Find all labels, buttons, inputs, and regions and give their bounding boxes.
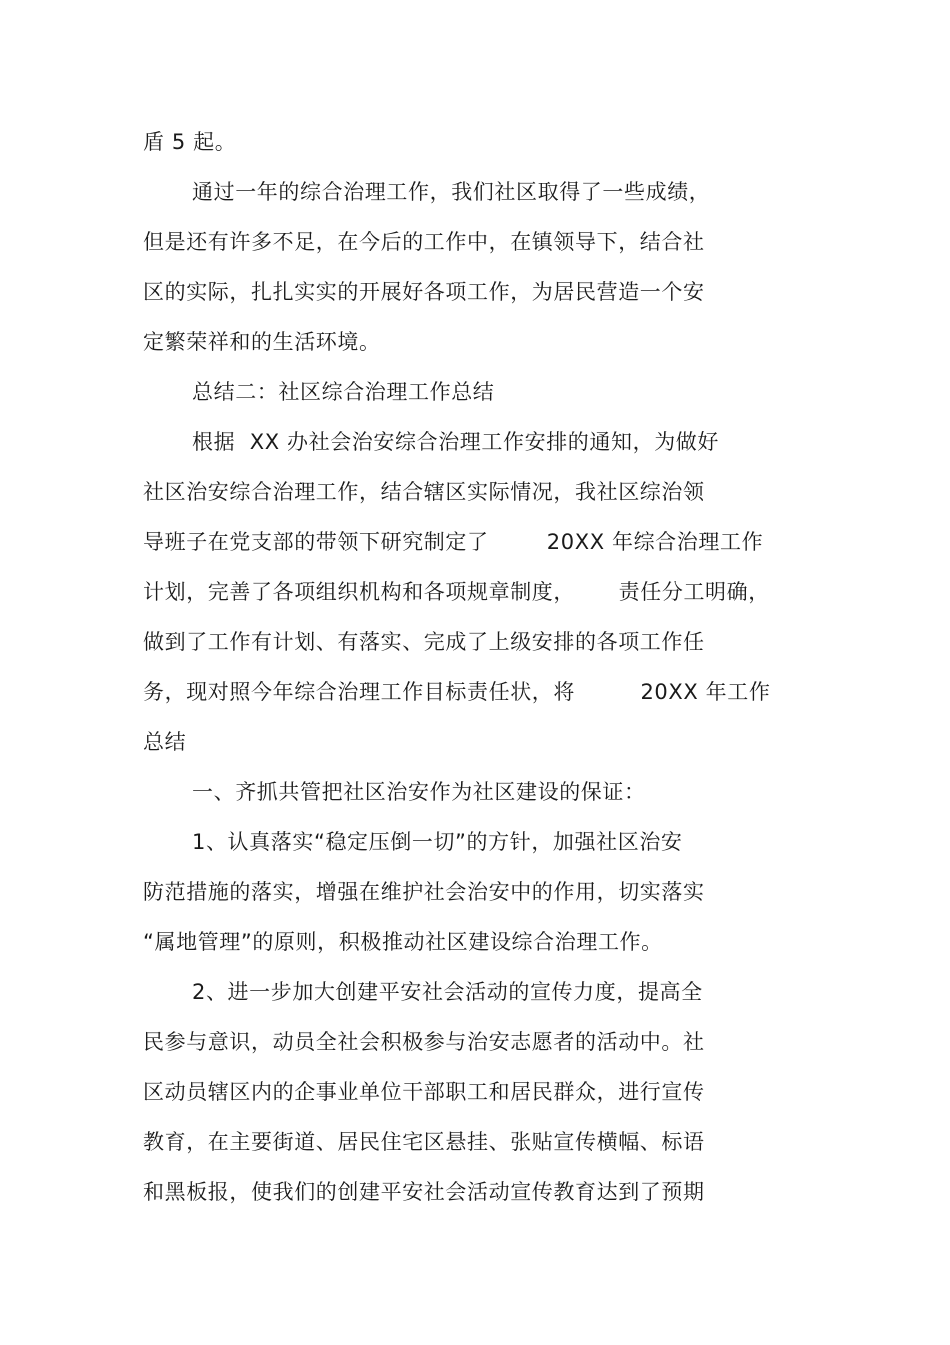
paragraph-first-line: 根据 XX 办社会治安综合治理工作安排的通知，为做好 <box>192 430 719 454</box>
text-line: 教育，在主要街道、居民住宅区悬挂、张贴宣传横幅、标语 <box>143 1130 705 1154</box>
text-line: 和黑板报，使我们的创建平安社会活动宣传教育达到了预期 <box>143 1180 705 1204</box>
text-line: 盾 5 起。 <box>143 130 237 154</box>
section-heading: 一、齐抓共管把社区治安作为社区建设的保证： <box>192 780 646 804</box>
text-line: 防范措施的落实，增强在维护社会治安中的作用，切实落实 <box>143 880 705 904</box>
text-line: “属地管理”的原则，积极推动社区建设综合治理工作。 <box>143 930 663 954</box>
paragraph-first-line: 1、认真落实“稳定压倒一切”的方针，加强社区治安 <box>192 830 683 854</box>
text-line: 区的实际，扎扎实实的开展好各项工作，为居民营造一个安 <box>143 280 705 304</box>
text-line: 民参与意识，动员全社会积极参与治安志愿者的活动中。社 <box>143 1030 705 1054</box>
paragraph-first-line: 2、进一步加大创建平安社会活动的宣传力度，提高全 <box>192 980 703 1004</box>
text-line: 做到了工作有计划、有落实、完成了上级安排的各项工作任 <box>143 630 705 654</box>
text-line: 计划，完善了各项组织机构和各项规章制度， 责任分工明确， <box>143 580 770 604</box>
text-line: 定繁荣祥和的生活环境。 <box>143 330 381 354</box>
text-line: 务，现对照今年综合治理工作目标责任状，将 20XX 年工作 <box>143 680 771 704</box>
text-line: 总结 <box>143 730 187 754</box>
text-line: 导班子在党支部的带领下研究制定了 20XX 年综合治理工作 <box>143 530 764 554</box>
paragraph-first-line: 通过一年的综合治理工作，我们社区取得了一些成绩， <box>192 180 711 204</box>
text-line: 社区治安综合治理工作，结合辖区实际情况，我社区综治领 <box>143 480 705 504</box>
section-heading: 总结二：社区综合治理工作总结 <box>192 380 495 404</box>
text-line: 区动员辖区内的企事业单位干部职工和居民群众，进行宣传 <box>143 1080 705 1104</box>
text-line: 但是还有许多不足，在今后的工作中，在镇领导下，结合社 <box>143 230 705 254</box>
